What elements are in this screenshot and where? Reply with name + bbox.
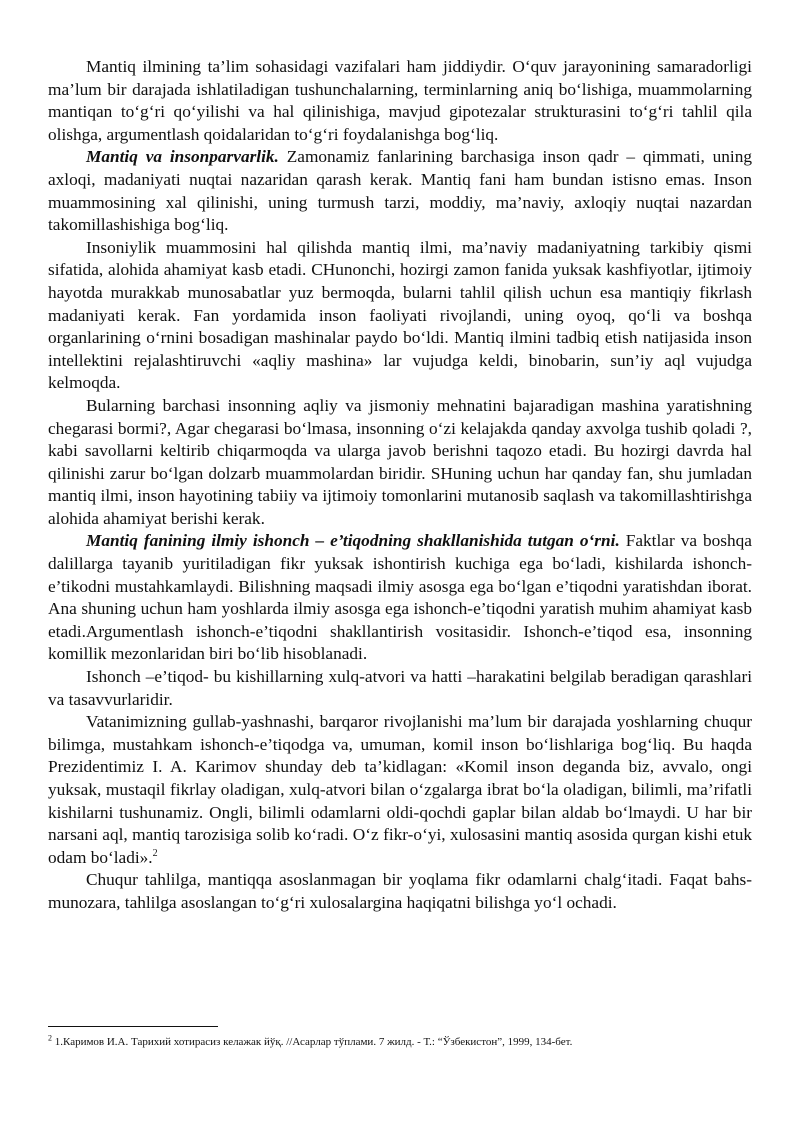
footnote-number: 2 bbox=[48, 1033, 52, 1043]
paragraph-text: Vatanimizning gullab-yashnashi, barqaror rivojlanishi ma’lum bir darajada yoshlarning chuqur bilimga, mustahkam ishonch-e’tiqodga va, umuman, komil inson bo‘lishlariga bog‘liq. Bu haqda Prezidentimiz I. A. Karimov shunday deb ta’kidlagan: «Komil inson deganda biz, avvalo, ongi yuksak, mustaqil fikrlay oladigan, xulq-atvori bilan o‘zgalarga ibrat bo‘la oladigan, bilimli, ma’rifatli kishilarni tushunamiz. Ongli, bilimli odamlarni oldi-qochdi gaplar bilan aldab bo‘lmaydi. U har bir narsani aql, mantiq tarozisiga solib ko‘radi. O‘z fikr-o‘yi, xulosasini mantiq asosida qurgan kishi etuk odam bo‘ladi». bbox=[48, 712, 752, 867]
paragraph-6 bbox=[48, 666, 752, 711]
paragraph-2 bbox=[48, 146, 752, 236]
paragraph-text: Bularning barchasi insonning aqliy va jismoniy mehnatini bajaradigan mashina yaratishning chegarasi bormi?, Agar chegarasi bo‘lmasa, insonning o‘zi kelajakda qanday axvolga tushib qoladi ?, kabi savollarni keltirib chiqarmoqda va ularga javob berishni taqozo etadi. Bu hozirgi davrda hal qilinishi zarur bo‘lgan dolzarb muammolardan biridir. SHuning uchun har qanday fan, shu jumladan mantiq ilmi, inson hayotining tabiiy va ijtimoiy tomonlarini mutanosib saqlash va takomillashtirishga alohida ahamiyat berishi kerak. bbox=[48, 395, 752, 528]
paragraph-text: Chuqur tahlilga, mantiqqa asoslanmagan bir yoqlama fikr odamlarni chalg‘itadi. Faqat bahs-munozara, tahlilga asoslangan to‘g‘ri xulosalargina haqiqatni bilishga yo‘l ochadi. bbox=[48, 870, 752, 912]
footnote-area bbox=[48, 1026, 752, 1049]
paragraph-text: Mantiq ilmining ta’lim sohasidagi vazifalari ham jiddiydir. O‘quv jarayonining samaradorligi ma’lum bir darajada ishlatiladigan tushunchalarning, terminlarning aniq bo‘lishiga, muammolarning mantiqan to‘g‘ri qo‘yilishi va hal qilinishiga, mavjud gipotezalar strukturasini to‘g‘ri tahlil qila olishga, argumentlash qoidalaridan to‘g‘ri foydalanishga bog‘liq. bbox=[48, 57, 752, 144]
paragraph-8 bbox=[48, 869, 752, 914]
paragraph-5 bbox=[48, 530, 752, 666]
section-heading-logic-humanism: Mantiq va insonparvarlik. bbox=[86, 147, 279, 167]
paragraph-text: Faktlar va boshqa dalillarga tayanib yuritiladigan fikr yuksak ishontirish kuchiga ega bo‘ladi, kishilarda ishonch-e’tikodni mustahkamlaydi. Bilishning maqsadi ilmiy asosga ega bo‘lgan e’tiqodni yaratishdan iborat. Ana shuning uchun ham yoshlarda ilmiy asosga ega ishonch-e’tiqodni yaratish muhim ahamiyat kasb etadi.Argumentlash ishonch-e’tiqodni shakllantirish vositasidir. Ishonch-e’tiqod esa, insonning komillik mezonlaridan biri bo‘lib hisoblanadi. bbox=[48, 531, 752, 664]
paragraph-4 bbox=[48, 395, 752, 531]
footnote bbox=[48, 1035, 752, 1049]
paragraph-1 bbox=[48, 56, 752, 146]
paragraph-text: Ishonch –e’tiqod- bu kishillarning xulq-atvori va hatti –harakatini belgilab beradigan qarashlari va tasavvurlaridir. bbox=[48, 667, 752, 709]
footnote-reference[interactable]: 2 bbox=[152, 848, 158, 860]
footnote-separator bbox=[48, 1026, 218, 1027]
document-body bbox=[48, 56, 752, 915]
paragraph-3 bbox=[48, 237, 752, 395]
paragraph-text: Insoniylik muammosini hal qilishda mantiq ilmi, ma’naviy madaniyatning tarkibiy qismi sifatida, alohida ahamiyat kasb etadi. CHunonchi, hozirgi zamon fanida yuksak kashfiyotlar, ijtimoiy hayotda murakkab munosabatlar yuz bermoqda, bularni tahlil qilish uchun esa mantiqiy fikrlash madaniyati kerak. Fan yordamida inson faoliyati rivojlandi, uning oyoq, qo‘li va boshqa organlarining o‘rnini bosadigan mashinalar paydo bo‘ldi. Mantiq ilmini tadbiq etish natijasida inson intellektini rejalashtiruvchi «aqliy mashina» lar vujudga keldi, binobarin, sun’iy aql vujudga kelmoqda. bbox=[48, 237, 752, 393]
section-heading-belief: Mantiq fanining ilmiy ishonch – e’tiqodning shakllanishida tutgan o‘rni. bbox=[86, 531, 620, 551]
paragraph-text: Zamonamiz fanlarining barchasiga inson qadr – qimmati, uning axloqi, madaniyati nuqtai nazaridan qarash kerak. Mantiq fani ham bundan istisno emas. Inson muammosining xal qilinishi, uning turmush tarzi, moddiy, ma’naviy, axloqiy nuqtai nazardan takomillashishiga bog‘liq. bbox=[48, 147, 752, 235]
footnote-text: 1.Каримов И.А. Тарихий хотирасиз келажак йўқ. //Асарлар тўплами. 7 жилд. - Т.: “Ўзбекистон”, 1999, 134-бет. bbox=[54, 1036, 573, 1048]
paragraph-7 bbox=[48, 711, 752, 869]
